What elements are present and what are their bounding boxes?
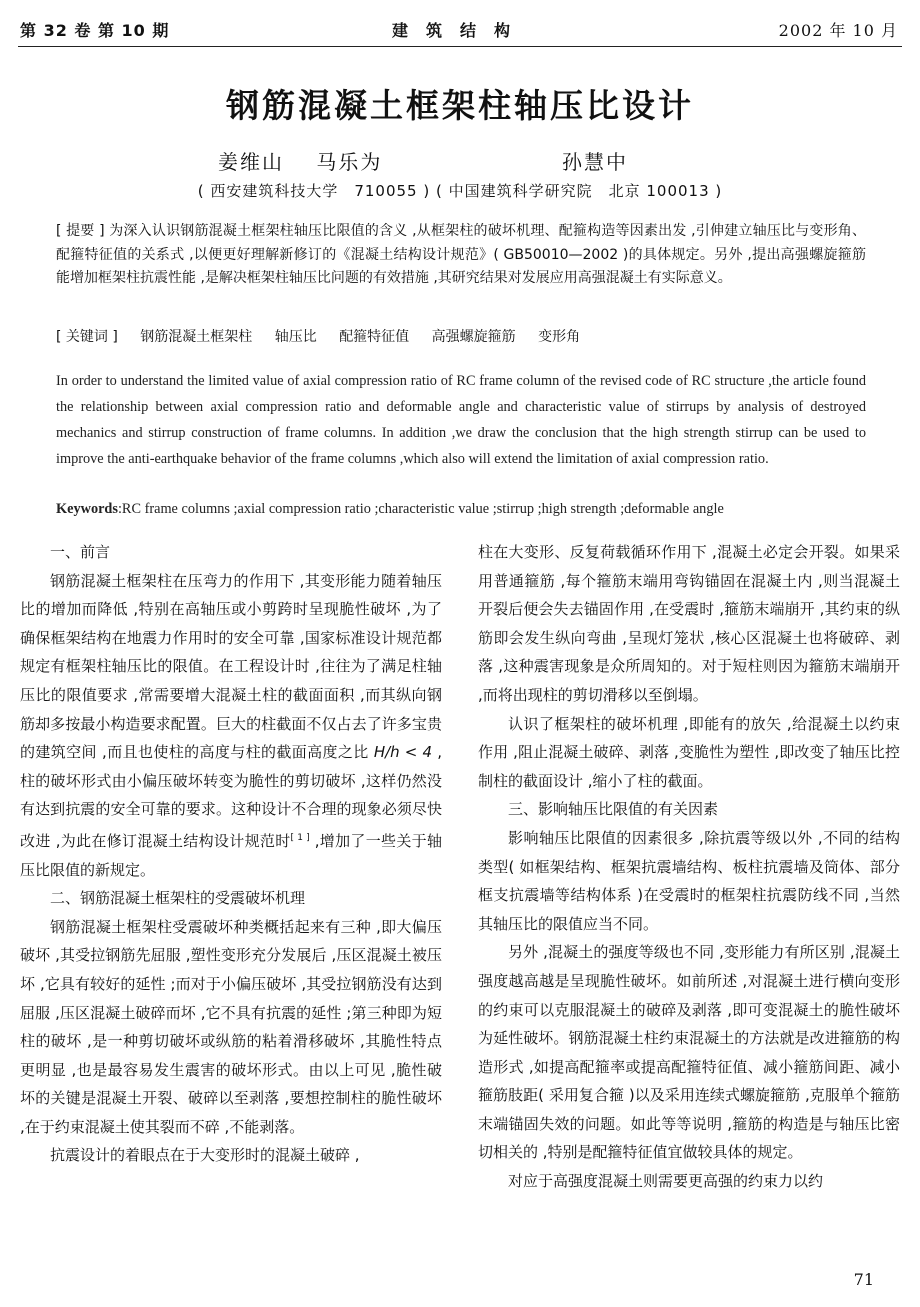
affiliations: ( 西安建筑科技大学 710055 ) ( 中国建筑科学研究院 北京 100013 ) — [197, 182, 723, 200]
author-2: 马乐为 — [316, 150, 383, 174]
keywords — [56, 326, 866, 346]
paragraph: 柱在大变形、反复荷载循环作用下 ,混凝土必定会开裂。如果采用普通箍筋 ,每个箍筋末端用弯钩锚固在混凝土内 ,则当混凝土开裂后便会失去锚固作用 ,在受震时 ,箍筋末端崩开 ,其约束的纵筋即会发生纵向弯曲 ,呈现灯笼状 ,核心区混凝土也将破碎、剥落 ,这种震害现象是众所周知的。对于短柱则因为箍筋末端崩开 ,而将出现柱的剪切滑移以至倒塌。 — [478, 543, 900, 704]
author-1: 姜维山 — [218, 150, 284, 174]
reference-marker: [ 1 ] — [290, 832, 310, 843]
author-3: 孙慧中 — [562, 150, 628, 174]
paragraph: 影响轴压比限值的因素很多 ,除抗震等级以外 ,不同的结构类型( 如框架结构、框架抗震墙结构、板柱抗震墙及筒体、部分框支抗震墙等结构体系 )在受震时的框架柱抗震防线不同 ,当然其轴压比的限值应当不同。 — [478, 828, 900, 933]
section-heading-2: 二、钢筋混凝土框架柱的受震破坏机理 — [50, 889, 306, 908]
paragraph — [20, 567, 442, 885]
formula: H/h < 4 — [373, 743, 433, 762]
paper-title: 钢筋混凝土框架柱轴压比设计 — [226, 86, 694, 125]
keyword-item: 配箍特征值 — [339, 329, 410, 345]
section-heading-3: 三、影响轴压比限值的有关因素 — [508, 800, 719, 819]
keyword-item: 高强螺旋箍筋 — [431, 329, 516, 345]
abstract — [56, 220, 866, 291]
paragraph: 另外 ,混凝土的强度等级也不同 ,变形能力有所区别 ,混凝土强度越高越是呈现脆性破坏。如前所述 ,对混凝土进行横向变形的约束可以克服混凝土的破碎及剥落 ,即可变混凝土的脆性破坏为延性破坏。钢筋混凝土柱约束混凝土的方法就是改进箍筋的构造形式 ,如提高配箍率或提高配箍特征值、减小箍筋间距、减小箍筋肢距( 采用复合箍 )以及采用连续式螺旋箍筋 ,克服单个箍筋末端锚固失效的问题。如此等等说明 ,箍筋的构造是与轴压比密切相关的 ,特别是配箍特征值宜做较具体的规定。 — [478, 943, 900, 1162]
left-column — [20, 538, 442, 1170]
paragraph-text: ,柱的破坏形式由小偏压破坏转变为脆性的剪切破坏 ,这样仍然没有达到抗震的安全可靠的要求。这种设计不合理的现象必须尽快改进 ,为此在修订混凝土结构设计规范时 — [20, 743, 442, 850]
english-keywords-label: Keywords — [56, 501, 118, 517]
paragraph: 抗震设计的着眼点在于大变形时的混凝土破碎 , — [50, 1146, 360, 1165]
keyword-item: 钢筋混凝土框架柱 — [140, 329, 253, 345]
keyword-item: 变形角 — [538, 329, 581, 345]
volume-issue: 第 32 卷 第 10 期 — [20, 21, 170, 40]
english-keywords-text: :RC frame columns ;axial compression ratio ;characteristic value ;stirrup ;high strength ;deformable angle — [117, 501, 724, 517]
english-abstract: In order to understand the limited value of axial compression ratio of RC frame column of the revised code of RC structure ,the article found the relationship between axial compression ratio and deformable angle and characteristic value of stirrups by analysis of destroyed mechanics and stirrup construction of frame columns. In addition ,we draw the conclusion that the high strength stirrup can be used to improve the anti-earthquake behavior of the frame columns ,which also will extend the limitation of axial compression ratio. — [56, 373, 866, 467]
paragraph-text: 钢筋混凝土框架柱在压弯力的作用下 ,其变形能力随着轴压比的增加而降低 ,特别在高轴压或小剪跨时呈现脆性破坏 ,为了确保框架结构在地震力作用时的安全可靠 ,国家标准设计规范都规定有框架柱轴压比的限值。在工程设计时 ,往往为了满足柱轴压比的限值要求 ,常需要增大混凝土柱的截面面积 ,而其纵向钢筋却多按最小构造要求配置。巨大的柱截面不仅占去了许多宝贵的建筑空间 ,而且也使柱的高度与柱的截面高度之比 — [20, 571, 442, 762]
section-heading-1: 一、前言 — [50, 543, 111, 561]
english-keywords — [56, 501, 866, 518]
keyword-item: 轴压比 — [274, 329, 317, 345]
paragraph: 钢筋混凝土框架柱受震破坏种类概括起来有三种 ,即大偏压破坏 ,其受拉钢筋先屈服 ,塑性变形充分发展后 ,压区混凝土被压坏 ,它具有较好的延性 ;而对于小偏压破坏 ,其受拉钢筋没有达到屈服 ,压区混凝土破碎而坏 ,它不具有抗震的延性 ;第三种即为短柱的破坏 ,是一种剪切破坏或纵筋的粘着滑移破坏 ,其脆性特点更明显 ,也是最容易发生震害的破坏形式。由以上可见 ,脆性破坏的关键是混凝土开裂、破碎以至剥落 ,要想控制柱的脆性破坏 ,在于约束混凝土使其裂而不碎 ,不能剥落。 — [20, 917, 442, 1136]
author-list — [218, 146, 628, 175]
paragraph: 对应于高强度混凝土则需要更高强的约束力以约 — [508, 1172, 824, 1191]
abstract-text: 为深入认识钢筋混凝土框架柱轴压比限值的含义 ,从框架柱的破坏机理、配箍构造等因素出发 ,引伸建立轴压比与变形角、配箍特征值的关系式 ,以便更好理解新修订的《混凝土结构设计规范》( GB50010—2002 )的具体规定。另外 ,提出高强螺旋箍筋能增加框架柱抗震性能 ,是解决框架柱轴压比问题的有效措施 ,其研究结果对发展应用高强混凝土有实际意义。 — [56, 223, 866, 286]
journal-name: 建筑结构 — [391, 21, 528, 40]
page-number: 71 — [853, 1270, 874, 1289]
right-column — [478, 538, 900, 1196]
header-rule — [18, 46, 902, 47]
keywords-label: [ 关键词 ] — [56, 329, 118, 345]
abstract-label: [ 提要 ] — [56, 223, 105, 239]
paragraph-text: ,增加了一些关于轴压比限值的新规定。 — [20, 831, 442, 879]
issue-date: 2002 年 10 月 — [778, 21, 898, 40]
paragraph: 认识了框架柱的破坏机理 ,即能有的放矢 ,给混凝土以约束作用 ,阻止混凝土破碎、剥落 ,变脆性为塑性 ,即改变了轴压比控制柱的截面设计 ,缩小了柱的截面。 — [478, 714, 900, 790]
